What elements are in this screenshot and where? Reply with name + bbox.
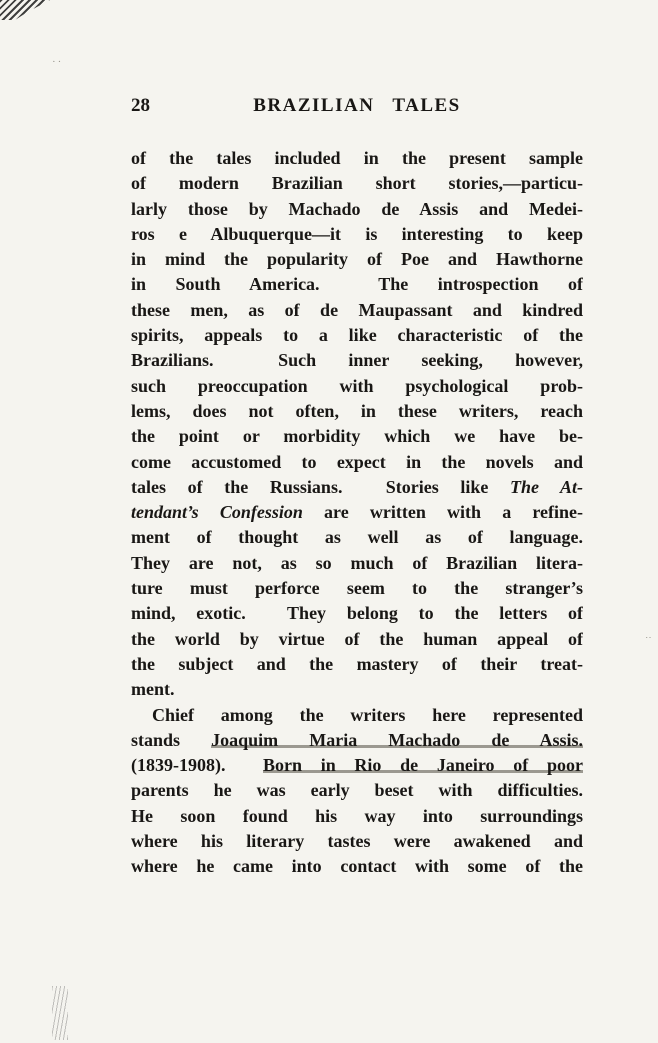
- paragraph: [131, 703, 583, 880]
- text-line: [131, 424, 583, 449]
- text-line: [131, 778, 583, 803]
- text-line: [131, 374, 583, 399]
- text-segment: Brazilians. Such inner seeking, however,: [131, 350, 583, 371]
- text-line: [131, 551, 583, 576]
- text-line: [131, 475, 583, 500]
- text-line: [131, 703, 583, 728]
- text-segment: of modern Brazilian short stories,—particu-: [131, 173, 583, 194]
- text-segment: ment of thought as well as of language.: [131, 527, 583, 548]
- body-text: [131, 146, 583, 880]
- text-segment: ment.: [131, 679, 175, 700]
- text-segment: They are not, as so much of Brazilian litera-: [131, 552, 583, 573]
- scan-artifact-right-dash: ‥: [645, 630, 652, 641]
- text-line: [131, 222, 583, 247]
- text-segment: the subject and the mastery of their treat-: [131, 653, 583, 674]
- text-segment: parents he was early beset with difficulties.: [131, 780, 583, 801]
- text-line: [131, 323, 583, 348]
- text-line: [131, 247, 583, 272]
- text-segment: of the tales included in the present sample: [131, 148, 583, 168]
- text-segment: lems, does not often, in these writers, reach: [131, 400, 583, 421]
- pencil-underlined-text: Born in Rio de Janeiro of poor: [262, 755, 583, 776]
- text-segment: are written with a refine-: [302, 502, 583, 523]
- page-number: 28: [131, 95, 150, 116]
- scan-artifact-bottom-left: [52, 986, 68, 1040]
- pencil-underlined-text: Joaquim Maria Machado de Assis.: [211, 729, 583, 750]
- text-line: [131, 753, 583, 778]
- italic-text: The At-: [510, 476, 583, 497]
- scan-artifact-dots: ··: [52, 56, 64, 68]
- text-line: [131, 348, 583, 373]
- text-segment: where he came into contact with some of the: [131, 856, 583, 877]
- text-line: [131, 728, 583, 753]
- text-line: [131, 298, 583, 323]
- text-segment: Chief among the writers here represented: [152, 704, 583, 725]
- text-line: [131, 450, 583, 475]
- text-line: [131, 399, 583, 424]
- text-line: [131, 677, 583, 702]
- text-line: [131, 601, 583, 626]
- text-segment: mind, exotic. They belong to the letters of: [131, 603, 583, 624]
- text-line: [131, 146, 583, 171]
- text-line: [131, 272, 583, 297]
- text-line: [131, 500, 583, 525]
- text-segment: the point or morbidity which we have be-: [131, 426, 583, 447]
- text-line: [131, 854, 583, 879]
- text-segment: come accustomed to expect in the novels and: [131, 451, 583, 472]
- running-title: BRAZILIAN TALES: [253, 95, 461, 116]
- text-segment: ture must perforce seem to the stranger’s: [131, 578, 583, 599]
- text-segment: He soon found his way into surroundings: [131, 805, 583, 826]
- text-segment: such preoccupation with psychological prob-: [131, 375, 583, 396]
- text-segment: larly those by Machado de Assis and Medei-: [131, 198, 583, 219]
- text-segment: stands: [131, 729, 212, 750]
- text-segment: in South America. The introspection of: [131, 274, 583, 295]
- italic-text: tendant’s Confession: [131, 502, 303, 523]
- page-header: [131, 95, 583, 119]
- text-line: [131, 829, 583, 854]
- text-line: [131, 804, 583, 829]
- text-line: [131, 171, 583, 196]
- text-line: [131, 576, 583, 601]
- text-segment: ros e Albuquerque—it is interesting to keep: [131, 223, 583, 244]
- scan-artifact-top-left: [0, 0, 50, 20]
- text-line: [131, 525, 583, 550]
- text-segment: the world by virtue of the human appeal of: [131, 628, 583, 649]
- text-segment: in mind the popularity of Poe and Hawthorne: [131, 249, 583, 270]
- text-line: [131, 197, 583, 222]
- text-block: [131, 95, 583, 880]
- paragraph: [131, 146, 583, 703]
- text-line: [131, 627, 583, 652]
- text-segment: (1839-1908).: [131, 755, 263, 776]
- text-segment: these men, as of de Maupassant and kindred: [131, 299, 583, 320]
- text-segment: where his literary tastes were awakened and: [131, 831, 583, 852]
- text-segment: spirits, appeals to a like characteristic of the: [131, 325, 583, 346]
- text-segment: tales of the Russians. Stories like: [131, 476, 511, 497]
- text-line: [131, 652, 583, 677]
